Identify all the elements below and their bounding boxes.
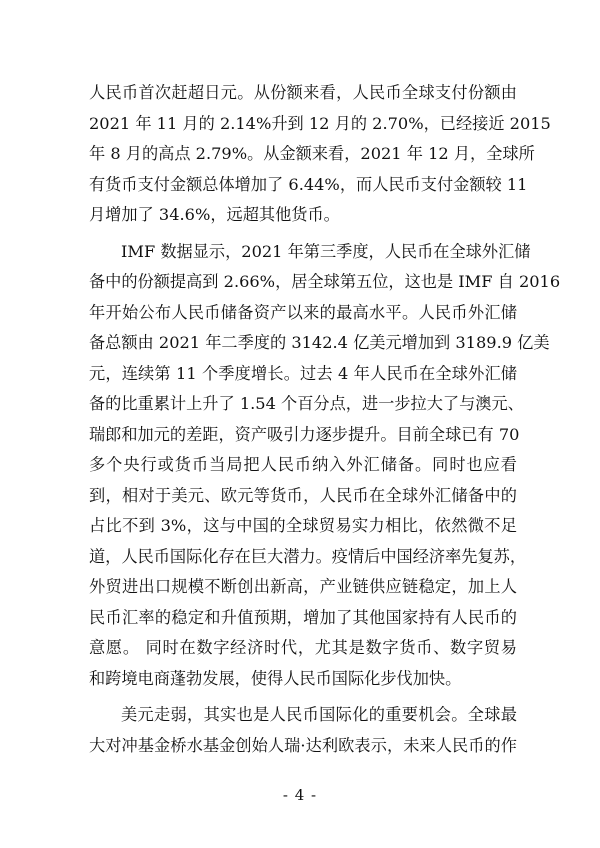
text-line: 大对冲基金桥水基金创始人瑞·达利欧表示，未来人民币的作 bbox=[89, 735, 517, 755]
text-line: 年开始公布人民币储备资产以来的最高水平。人民币外汇储 bbox=[89, 302, 517, 322]
text-line: 外贸进出口规模不断创出新高，产业链供应链稳定，加上人 bbox=[89, 577, 517, 596]
text-line: IMF 数据显示，2021 年第三季度，人民币在全球外汇储 bbox=[121, 241, 531, 261]
text-line: 备中的份额提高到 2.66%，居全球第五位，这也是 IMF 自 2016 bbox=[89, 272, 561, 291]
text-line: 年 8 月的高点 2.79%。从金额来看，2021 年 12 月，全球所 bbox=[89, 144, 535, 163]
text-line: 和跨境电商蓬勃发展，使得人民币国际化步伐加快。 bbox=[89, 668, 462, 688]
text-line: 道，人民币国际化存在巨大潜力。疫情后中国经济率先复苏， bbox=[89, 546, 527, 566]
text-line: 人民币首次赶超日元。从份额来看，人民币全球支付份额由 bbox=[89, 83, 517, 102]
paragraph-3 bbox=[89, 700, 517, 761]
text-line: 元，连续第 11 个季度增长。过去 4 年人民币在全球外汇储 bbox=[89, 363, 517, 383]
text-line: 意愿。 同时在数字经济时代，尤其是数字货币、数字贸易 bbox=[89, 638, 517, 657]
text-line: 民币汇率的稳定和升值预期，增加了其他国家持有人民币的 bbox=[89, 607, 517, 627]
text-line: 月增加了 34.6%，远超其他货币。 bbox=[89, 205, 340, 224]
text-line: 有货币支付金额总体增加了 6.44%，而人民币支付金额较 11 bbox=[89, 174, 528, 194]
text-line: 占比不到 3%，这与中国的全球贸易实力相比，依然微不足 bbox=[89, 516, 517, 535]
text-line: 到，相对于美元、欧元等货币，人民币在全球外汇储备中的 bbox=[89, 485, 517, 505]
text-line: 备的比重累计上升了 1.54 个百分点，进一步拉大了与澳元、 bbox=[89, 394, 524, 413]
text-line: 瑞郎和加元的差距，资产吸引力逐步提升。目前全球已有 70 bbox=[89, 424, 520, 444]
document-body bbox=[89, 78, 561, 767]
paragraph-2 bbox=[89, 237, 561, 695]
text-line: 多个央行或货币当局把人民币纳入外汇储备。同时也应看 bbox=[89, 455, 517, 474]
text-line: 美元走弱，其实也是人民币国际化的重要机会。全球最 bbox=[121, 705, 517, 724]
page-number: - 4 - bbox=[282, 786, 318, 804]
text-line: 备总额由 2021 年二季度的 3142.4 亿美元增加到 3189.9 亿美 bbox=[89, 333, 550, 352]
paragraph-1 bbox=[89, 78, 551, 231]
text-line: 2021 年 11 月的 2.14%升到 12 月的 2.70%，已经接近 2015 bbox=[89, 113, 551, 133]
